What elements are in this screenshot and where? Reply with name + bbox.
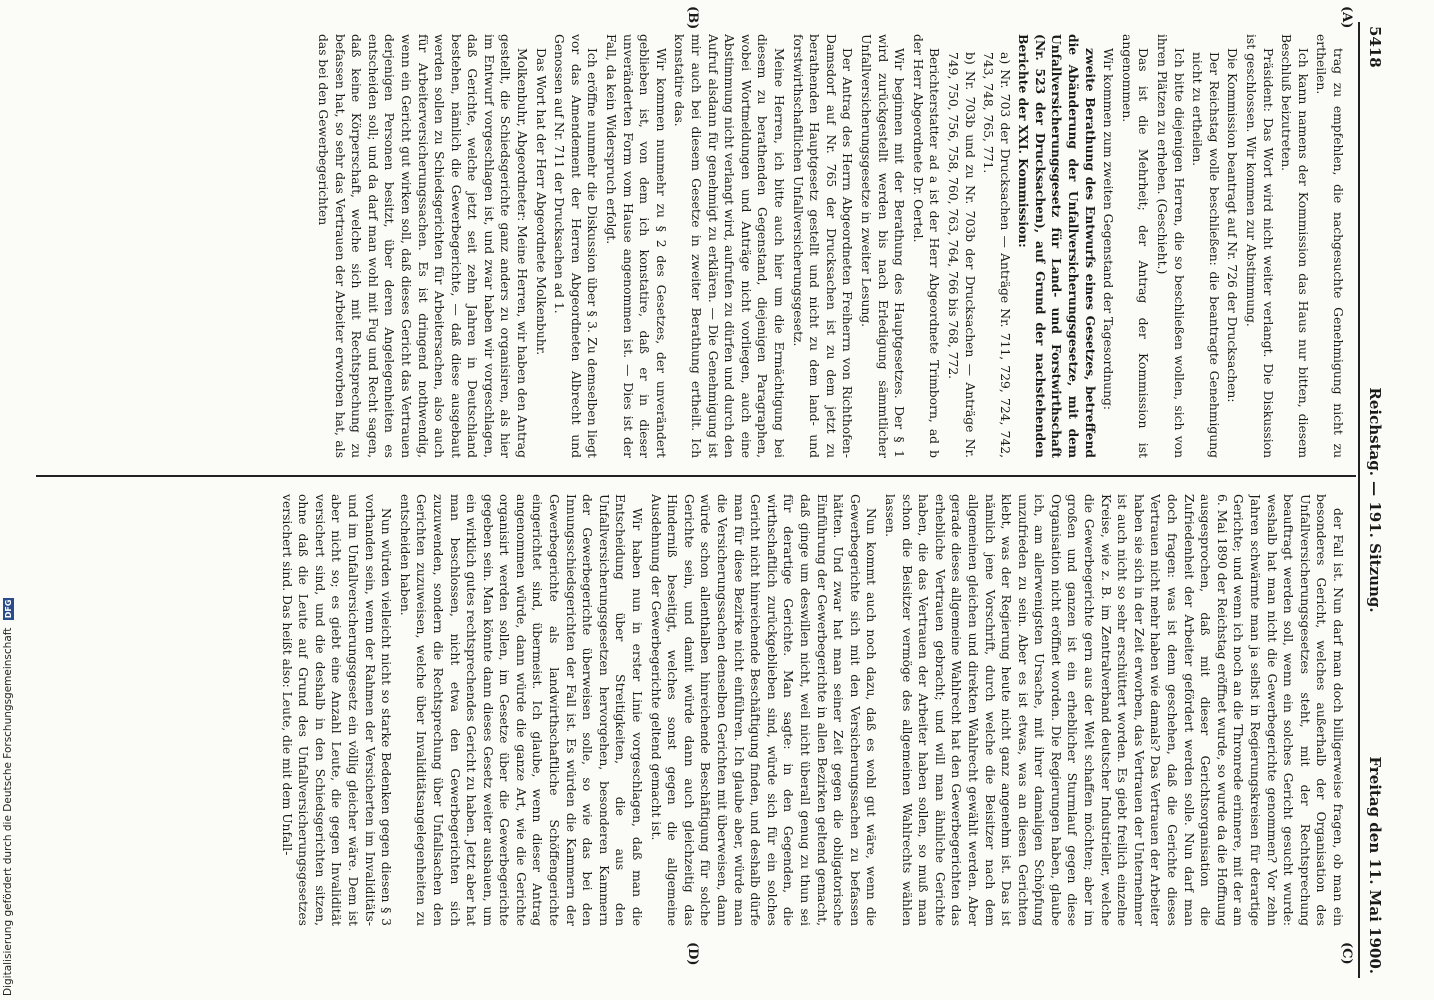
- paragraph: trag zu empfehlen, die nachgesuchte Genehmigung nicht zu ertheilen.: [1314, 34, 1345, 458]
- digitization-credit: [2, 600, 22, 996]
- paragraph: Meine Herren, ich bitte auch hier um die Ermächtigung bei diesem zu berathenden Gegenstand, diejenigen Paragraphen, wobei Wortmeldungen und Anträge nicht vorliegen, auch eine Abstimmung nicht verlangt wird, aufrufen zu dürfen und durch den Aufruf alsdann für genehmigt zu erklären. — Die Genehmigung ist mir auch bei diesem Gesetze in zweiter Berathung ertheilt. Ich konstatire das.: [672, 34, 786, 458]
- dfg-logo: DFG: [4, 599, 13, 619]
- paragraph: Nun kommt auch noch dazu, daß es wohl gut wäre, wenn die Gewerbegerichte sich mit den Versicherungssachen zu befassen hätten. Und zwar hat man seiner Zeit gegen die obligatorische Einführung der Gewerbegerichte in allen Bezirken geltend gemacht, daß ginge um deswillen nicht, weil nicht überall genug zu thun sei für derartige Gerichte. Man sagte: in den Gegenden, die wirthschaftlich zurückgeblieben sind, würde sich für ein solches Gericht nicht hinreichende Beschäftigung finden, und deshalb dürfe man für diese Bezirke nicht einführen. Ich glaube aber, würde man die Versicherungssachen denselben Gerichten mit überweisen, dann würde schon allenthalben hinreichende Beschäftigung für solche Gerichte sein, und damit würde dann auch gleichzeitig das Hinderniß beseitigt, welches sonst gegen die allgemeine Ausdehnung der Gewerbegerichte geltend gemacht ist.: [648, 494, 879, 926]
- column-divider: [36, 475, 1356, 477]
- page-number: 5418: [1366, 26, 1384, 68]
- page-title: Reichstag. — 191. Sitzung.: [1366, 387, 1384, 613]
- right-column: [16, 494, 1346, 926]
- page-header: [1358, 22, 1390, 978]
- paragraph: Der Antrag des Herrn Abgeordneten Freiherrn von Richthofen-Damsdorf auf Nr. 765 der Drucksachen ist zu dem jetzt zu berathenden Hauptgesetz gestellt und nicht zu dem land- und forstwirthschaftlichen Unfallversicherungsgesetz.: [790, 34, 855, 458]
- paragraph: der Fall ist. Nun darf man doch billigerweise fragen, ob man ein besonderes Gericht, welches außerhalb der Organisation des Unfallversicherungsgesetzes steht, mit der Rechtsprechung beauftragt werden soll, wenn ein solches Gericht gesucht wurde: weshalb hat man nicht die Gewerbegerichte genommen? Vor zehn Jahren schwärmte man ja selbst in Regierungskreisen für derartige Gerichte; und wenn ich noch an die Thronrede erinnere, mit der am 6. Mai 1890 der Reichstag eröffnet wurde, so wurde da die Hoffnung ausgesprochen, daß mit dieser Gerichtsorganisation die Zufriedenheit der Arbeiter gefördert werden solle. Nun darf man doch fragen: was ist denn geschehen, daß die Gerichte dieses Vertrauen nicht mehr haben wie damals? Das Vertrauen der Arbeiter haben sie sich in der Zeit erworben, das Vertrauen der Unternehmer ist auch nicht so sehr erschüttert worden. Es giebt freilich einzelne Kreise, wie z. B. im Zentralverband deutscher Industrieller, welche die Gewerbegerichte gern aus der Welt schaffen möchten; aber im großen und ganzen ist ein erheblicher Sturmlauf gegen diese Organisation nicht eröffnet worden. Die Regierungen haben, glaube ich, am allerwenigsten Ursache, mit ihrer damaligen Schöpfung unzufrieden zu sein. Aber es ist etwas, was an diesen Gerichten klebt, was der Regierung heute nicht ganz angenehm ist. Das ist nämlich jene Vorschrift, durch welche die Beisitzer nach dem allgemeinen gleichen und direkten Wahlrecht gewählt werden. Aber gerade dieses allgemeine Wahlrecht hat den Gewerbegerichten das erhebliche Vertrauen gebracht; und will man ähnliche Gerichte haben, die das Vertrauen der Arbeiter haben sollen, so muß man schon die Beisitzer vermöge des allgemeinen Wahlrechts wählen lassen.: [882, 494, 1345, 926]
- paragraph: Das Wort hat der Herr Abgeordnete Molkenbuhr.: [533, 48, 548, 356]
- paragraph: Das ist die Mehrheit; der Antrag der Kommission ist angenommen.: [1119, 34, 1151, 458]
- left-column: [16, 34, 1346, 458]
- paragraph: Die Kommission beantragt auf Nr. 726 der Drucksachen:: [1225, 48, 1240, 403]
- margin-mark-c: (C): [1339, 942, 1354, 965]
- speech-paragraph: Molkenbuhr, Abgeordneter: Meine Herren, wir haben den Antrag gestellt, die Schiedsgerichte ganz anders zu organisiren, als hier im Entwurf vorgeschlagen ist, und zwar haben wir vorgeschlagen, daß Gerichte, welche jetzt seit zehn Jahren in Deutschland bestehen, nämlich die Gewerbegerichte, — daß diese ausgebaut werden sollen zu Schiedsgerichten für Arbeitersachen, also auch für Arbeiterversicherungssachen. Es ist dringend nothwendig, wenn ein Gericht gut wirken soll, daß dieses Gericht das Vertrauen derjenigen Personen besitzt, über deren Angelegenheiten es entscheiden soll; und da darf man wohl mit Fug und Recht sagen, daß keine Körperschaft, welche sich mit Rechtsprechung zu befassen hat, so sehr das Vertrauen der Arbeiter erworben hat, als das bei den Gewerbegerichten: [315, 34, 530, 458]
- paragraph: Wir haben nun in erster Linie vorgeschlagen, daß man die Entscheidung über Streitigkeiten, die aus den Unfallversicherungsgesetzen hervorgehen, besonderen Kammern der Gewerbegerichte überweisen solle, so wie das bei den Innungsschiedsgerichten der Fall ist. Es würden die Kammern der Gewerbegerichte als landwirthschaftliche Schöffengerichte eingerichtet sind, übermeist. Ich glaube, wenn dieser Antrag angenommen würde, dann würde die ganze Art, wie die Gerichte organisirt werden sollen, im Gesetze über die Gewerbegerichte gegeben sein. Man könnte dann dieses Gesetz weiter ausbauen, um ein wirklich gutes rechtsprechendes Gericht zu haben. Jetzt aber hat man beschlossen, nicht etwa den Gewerbegerichten sich zuzuwenden, sondern die Rechtsprechung über Unfallsachen den Gerichten zuzuweisen, welche über Invaliditätsangelegenheiten zu entscheiden haben.: [397, 494, 645, 926]
- margin-mark-a: (A): [1339, 6, 1354, 29]
- credit-text: Digitalisierung gefördert durch die Deutsche Forschungsgemeinschaft: [2, 627, 14, 996]
- paragraph: Präsident: Das Wort wird nicht weiter verlangt. Die Diskussion ist geschlossen. Wir kommen zur Abstimmung.: [1244, 34, 1275, 458]
- rotated-page-content: [10, 6, 1390, 988]
- margin-mark-b: (B): [685, 6, 700, 30]
- report-b: b) Nr. 703b und zu Nr. 703b der Drucksachen — Anträge Nr. 749, 750, 756, 758, 760, 763, 764, 766 bis 768, 772.: [945, 52, 977, 458]
- margin-mark-d: (D): [685, 942, 700, 966]
- report-a: a) Nr. 703 der Drucksachen — Anträge Nr. 711, 729, 724, 742, 743, 748, 765, 771.: [981, 52, 1012, 458]
- paragraph: Berichterstatter ad a ist der Herr Abgeordnete Trimborn, ad b der Herr Abgeordnete Dr. Oertel.: [910, 34, 942, 458]
- paragraph: Ich kann namens der Kommission das Haus nur bitten, diesem Beschluß beizutreten.: [1279, 34, 1310, 458]
- paragraph: Wir kommen zum zweiten Gegenstand der Tagesordnung:: [1101, 48, 1116, 411]
- session-date: Freitag den 11. Mai 1900.: [1366, 756, 1384, 974]
- paragraph: Nun würden vielleicht nicht so starke Bedenken gegen diesen § 3 vorhanden sein, wenn der Rahmen der Versicherten im Invaliditäts- und im Unfallversicherungsgesetz ein völlig gleicher wäre. Dem ist aber nicht so; es giebt eine Anzahl Leute, die gegen Invalidität versichert sind, und die deshalb in den Schiedsgerichten sitzen, ohne daß die Leute auf Grund des Unfallversicherungsgesetzes versichert sind. Das heißt also: Leute, die mit dem Unfall-: [279, 494, 394, 926]
- paragraph: Ich eröffne nunmehr die Diskussion über § 3. Zu demselben liegt vor das Amendement der Herren Abgeordneten Albrecht und Genossen auf Nr. 711 der Drucksachen ad 1.: [552, 34, 600, 458]
- paragraph: Ich bitte diejenigen Herren, die so beschließen wollen, sich von ihren Plätzen zu erheben. (Geschieht.): [1155, 34, 1186, 458]
- paragraph: Wir kommen nunmehr zu § 2 des Gesetzes, der unverändert geblieben ist, von dem ich konstatire, daß er in dieser unveränderten Form vom Hause angenommen ist. — Dies ist der Fall, da kein Widerspruch erfolgt.: [604, 34, 668, 458]
- paragraph: Wir beginnen mit der Berathung des Hauptgesetzes. Der § 1 wird zurückgestellt werden bis nach Erledigung sämmtlicher Unfallversicherungsgesetze in zweiter Lesung.: [858, 34, 907, 458]
- agenda-item: zweite Berathung des Entwurfs eines Gesetzes, betreffend die Abänderung der Unfallversicherungsgesetze, mit dem Unfallversicherungsgesetz für Land- und Forstwirthschaft (Nr. 523 der Drucksachen), auf Grund der nachstehenden Berichte der XXI. Kommission:: [1016, 34, 1098, 458]
- motion-text: Der Reichstag wolle beschließen: die beantragte Genehmigung nicht zu ertheilen.: [1190, 52, 1221, 458]
